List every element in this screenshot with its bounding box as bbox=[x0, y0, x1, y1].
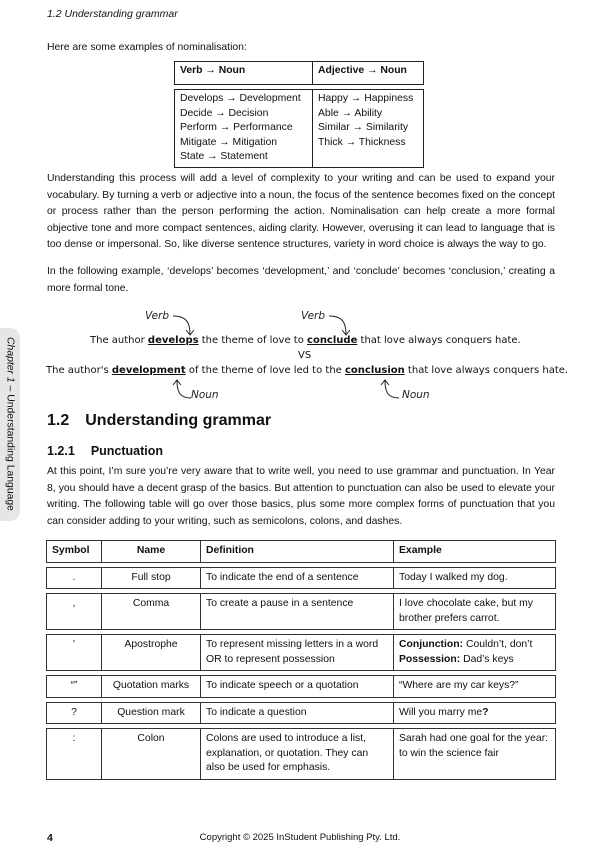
symbol-cell: “” bbox=[46, 675, 101, 698]
verb-develops: develops bbox=[147, 335, 199, 346]
list-item: State → Statement bbox=[180, 151, 268, 162]
example-sentence-nouns: The author's development of the theme of love led to the conclusion that love always conquers hate. bbox=[46, 365, 569, 376]
table-row bbox=[46, 634, 556, 671]
example-sentence-verbs: The author develops the theme of love to conclude that love always conquers hate. bbox=[90, 335, 521, 346]
example-cell: Sarah had one goal for the year: to win the science fair bbox=[393, 728, 556, 780]
definition-cell: To indicate the end of a sentence bbox=[200, 567, 393, 590]
col-header-name: Name bbox=[101, 540, 200, 563]
definition-cell: Colons are used to introduce a list, explanation, or quotation. They can also be used for emphasis. bbox=[200, 728, 393, 780]
section-heading: 1.2 Understanding grammar bbox=[47, 412, 272, 429]
intro-text: Here are some examples of nominalisation: bbox=[47, 42, 247, 53]
table-row bbox=[46, 728, 556, 780]
noun-conclusion: conclusion bbox=[344, 365, 405, 376]
name-cell: Comma bbox=[101, 593, 200, 630]
example-cell: Will you marry me? bbox=[393, 702, 556, 725]
table-row bbox=[46, 567, 556, 590]
subsection-heading: 1.2.1 Punctuation bbox=[47, 444, 164, 458]
table-row bbox=[46, 702, 556, 725]
definition-cell: To represent missing letters in a word OR to represent possession bbox=[200, 634, 393, 671]
page-number: 4 bbox=[47, 832, 53, 844]
symbol-cell: . bbox=[46, 567, 101, 590]
table-row bbox=[46, 593, 556, 630]
example-cell: “Where are my car keys?” bbox=[393, 675, 556, 698]
list-item: Thick → Thickness bbox=[318, 136, 406, 148]
symbol-cell: , bbox=[46, 593, 101, 630]
name-cell: Full stop bbox=[101, 567, 200, 590]
name-cell: Colon bbox=[101, 728, 200, 780]
col-header-symbol: Symbol bbox=[46, 540, 101, 563]
name-cell: Quotation marks bbox=[101, 675, 200, 698]
punctuation-table bbox=[46, 536, 556, 784]
definition-cell: To create a pause in a sentence bbox=[200, 593, 393, 630]
symbol-cell: : bbox=[46, 728, 101, 780]
verb-annotation-2: Verb bbox=[301, 310, 326, 322]
name-cell: Question mark bbox=[101, 702, 200, 725]
vs-label: VS bbox=[298, 350, 312, 361]
curved-arrow-icon bbox=[380, 378, 402, 402]
example-intro: In the following example, ‘develops’ becomes ‘development,’ and ‘conclude’ becomes ‘conclusion,’ creating a more formal tone. bbox=[47, 266, 555, 294]
copyright-notice: Copyright © 2025 InStudent Publishing Pty. Ltd. bbox=[199, 832, 401, 843]
punctuation-intro: At this point, I’m sure you’re very aware that to write well, you need to use grammar and punctuation. In Year 8, you should have a decent grasp of the basics. But attention to punctuation can also be used to elevate your writing. The following table will go over those basics, plus some more complex forms of punctuation that you can consider adding to your writing, such as semicolons, colons, and dashes. bbox=[47, 466, 555, 527]
col-header-example: Example bbox=[393, 540, 556, 563]
chapter-side-label: Chapter 1 – Understanding Language bbox=[4, 337, 16, 511]
adjective-noun-list bbox=[313, 90, 424, 168]
nominalisation-table bbox=[174, 61, 424, 168]
definition-cell: To indicate speech or a quotation bbox=[200, 675, 393, 698]
example-cell: Conjunction: Couldn’t, don’t Possession: Dad’s keys bbox=[393, 634, 556, 671]
noun-annotation-1: Noun bbox=[191, 389, 219, 401]
definition-cell: To indicate a question bbox=[200, 702, 393, 725]
list-item: Perform → Performance bbox=[180, 122, 293, 133]
table-row bbox=[46, 675, 556, 698]
example-cell: Today I walked my dog. bbox=[393, 567, 556, 590]
list-item: Able → Ability bbox=[318, 107, 383, 119]
list-item: Happy → Happiness bbox=[318, 93, 414, 104]
list-item: Similar → Similarity bbox=[318, 122, 409, 133]
list-item: Develops → Development bbox=[180, 93, 301, 104]
verb-noun-list bbox=[175, 90, 313, 168]
list-item: Decide → Decision bbox=[180, 107, 269, 119]
example-cell: I love chocolate cake, but my brother prefers carrot. bbox=[393, 593, 556, 630]
noun-development: development bbox=[111, 365, 186, 376]
verb-conclude: conclude bbox=[307, 335, 358, 346]
symbol-cell: ' bbox=[46, 634, 101, 671]
name-cell: Apostrophe bbox=[101, 634, 200, 671]
nominalisation-explanation: Understanding this process will add a level of complexity to your writing and can be used to expand your vocabulary. By turning a verb or adjective into a noun, the focus of the sentence becomes fixed on the concept or process rather than the person performing the action. Nominalisation can help create a more formal objective tone and more compact sentences, aiding clarity. However, overusing it can lead to language that is too dense or impersonal. So, like diverse sentence structures, variety in word choice is always the way to go. bbox=[47, 173, 555, 251]
list-item: Mitigate → Mitigation bbox=[180, 136, 278, 148]
col-header-adjective-noun: Adjective → Noun bbox=[313, 62, 424, 85]
symbol-cell: ? bbox=[46, 702, 101, 725]
verb-annotation-1: Verb bbox=[145, 310, 170, 322]
running-header: 1.2 Understanding grammar bbox=[47, 8, 178, 20]
col-header-definition: Definition bbox=[200, 540, 393, 563]
noun-annotation-2: Noun bbox=[402, 389, 430, 401]
col-header-verb-noun: Verb → Noun bbox=[175, 62, 313, 85]
